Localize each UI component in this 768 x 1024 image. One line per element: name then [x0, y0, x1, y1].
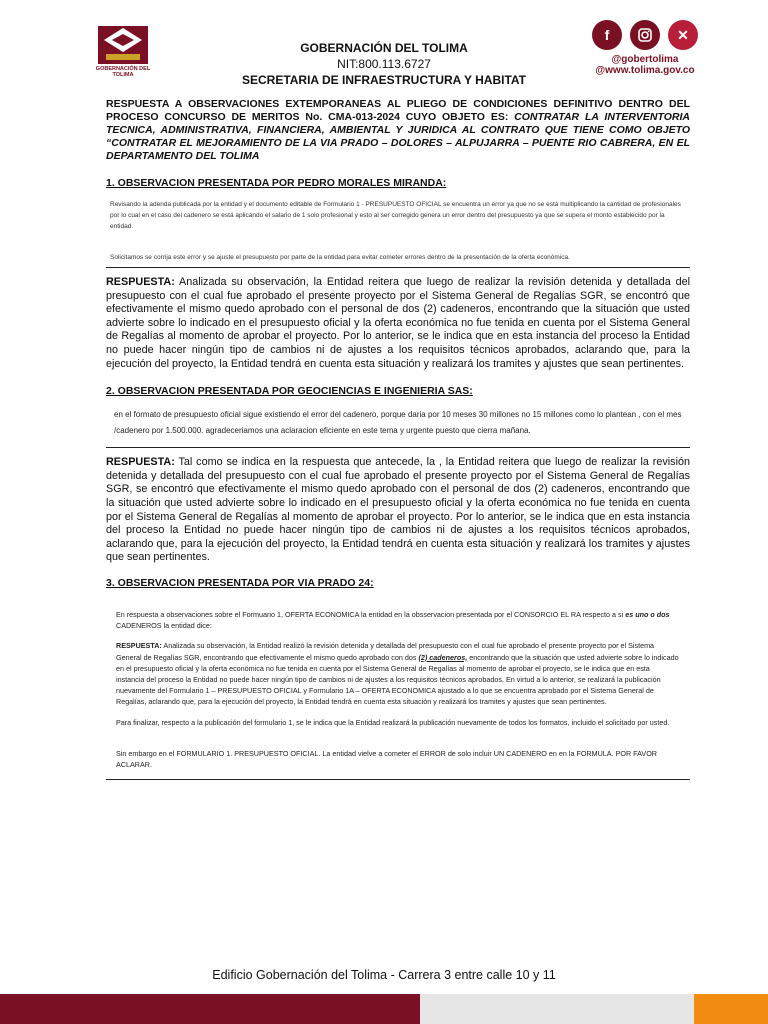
social-handle: @gobertolima: [611, 54, 679, 65]
divider: [106, 447, 690, 448]
x-icon[interactable]: ✕: [668, 20, 698, 50]
footer-address: Edificio Gobernación del Tolima - Carrera 3 entre calle 10 y 11: [212, 968, 556, 982]
logo-caption: GOBERNACIÓN DEL TOLIMA: [95, 66, 151, 78]
response-2: RESPUESTA: Tal como se indica en la respuesta que antecede, la , la Entidad reitera que luego de realizar la revisión detenida y detallada del presupuesto con el cual fue aprobado el presente proyecto por el Sistema General de Regalías SGR, se encontró que efectivamente el mismo quedo aprobado con el personal de dos (2) cadeneros, encontrando que la situación que usted advierte sobre lo indicado en el presupuesto oficial y la oferta económica no fue tenida en cuenta por el Sistema General de Regalías al momento de aprobar el proyecto. Por lo anterior, se le indica que en esta instancia del proceso la Entidad no puede hacer ningún tipo de cambios ni de ajustes a los requisitos técnicos aprobados, aclarando que, para la ejecución del proyecto, la Entidad tendrá en cuenta esta situación y realizará los tramites y ajustes que sean pertinentes.: [106, 456, 690, 564]
letterhead: [0, 0, 768, 90]
observation-3-quote: En respuesta a observaciones sobre el Formuario 1, OFERTA ECONOMICA la entidad en la obsservacion presentada por el CONSORCIO EL RA respecto a si es uno o dos CADENEROS la entidad dice: RESPUESTA: Analizada su observación, la Entidad realizó la revisión detenida y detallada del presupuesto con el cual fue aprobado el presente proyecto por el Sistema General de Regalías SGR, encontrando que efectivamente el mismo quedo aprobado con dos (2) cadeneros, encontrando que la situación que usted advierte sobre lo indicado en el presupuesto oficial y la oferta económica no fue tenida en cuenta por el Sistema General de Regalías al momento de aprobar el proyecto, se le indica que en esta instancia del proceso la Entidad no puede hacer ningún tipo de cambios ni de ajustes a los requisitos técnicos aprobados. En virtud a lo anterior, se realizará la publicación nuevamente del Formulario 1 – PRESUPUESTO OFICIAL y Formulario 1A – OFERTA ECONOMICA ajustado a lo que se encuentra aprobado por el Sistema General de Regalías, aclarando que, para la ejecución del proyecto, la Entidad tendrá en cuenta esta situación y realizará los tramites y ajustes que sean pertinentes. Para finalizar, respecto a la publicación del formulario 1, se le indica que la Entidad realizará la publicación nuevamente de todos los formatos, incluido el solicitado por usted. Sin embargo en el FORMULARIO 1. PRESUPUESTO OFICIAL. La entidad vielve a cometer el ERROR de solo incluir UN CADENERO en en la FORMULA. POR FAVOR ACLARAR.: [116, 609, 679, 769]
letterhead-title: [200, 40, 568, 88]
observation-2-heading: 2. OBSERVACION PRESENTADA POR GEOCIENCIAS E INGENIERIA SAS:: [106, 385, 473, 398]
entity-department: SECRETARIA DE INFRAESTRUCTURA Y HABITAT: [241, 73, 526, 87]
divider: [106, 267, 690, 268]
response-1: RESPUESTA: Analizada su observación, la Entidad reitera que luego de realizar la revisión detenida y detallada del presupuesto con el cual fue aprobado el presente proyecto por el Sistema General de Regalías SGR, se encontró que efectivamente el mismo quedo aprobado con el personal de dos (2) cadeneros, encontrando que la situación que usted advierte sobre lo indicado en el presupuesto oficial y la oferta económica no fue tenida en cuenta por el Sistema General de Regalías al momento de aprobar el proyecto. Por lo anterior, se le indica que en esta instancia del proceso la Entidad no puede hacer ningún tipo de cambios ni de ajustes a los requisitos técnicos aprobados, aclarando que, para la ejecución del proyecto, la Entidad tendrá en cuenta esta situación y realizará los tramites y ajustes que sean pertinentes.: [106, 276, 690, 370]
social-block: [585, 20, 705, 76]
website-link[interactable]: @www.tolima.gov.co: [595, 65, 695, 76]
entity-name: GOBERNACIÓN DEL TOLIMA: [300, 41, 468, 55]
instagram-icon[interactable]: [630, 20, 660, 50]
observation-1-quote: Revisando la adenda publicada por la entidad y el documento editable de Formulario 1 - PRESUPUESTO OFICIAL se encuentra un error ya que no se está multiplicando la cantidad de profesionales por lo cual en el caso del cadenero se está aplicando el salario de 1 solo profesional y esto al ser corregido genera un error dentro del presupuesto ya que se supera el monto establecido por la entidad. Solicitamos se corrija este error y se ajuste el presupuesto por parte de la entidad para evitar cometer errores dentro de la presentación de la oferta económica.: [110, 201, 681, 261]
observation-1-heading: 1. OBSERVACION PRESENTADA POR PEDRO MORALES MIRANDA:: [106, 177, 447, 189]
divider: [106, 779, 690, 780]
document-title: RESPUESTA A OBSERVACIONES EXTEMPORANEAS AL PLIEGO DE CONDICIONES DEFINITIVO DENTRO DEL PROCESO CONCURSO DE MERITOS No. CMA-013-2024 CUYO OBJETO ES: CONTRATAR LA INTERVENTORIA TECNICA, ADMINISTRATIVA, FINANCIERA, AMBIENTAL Y JURIDICA AL CONTRATO QUE TIENE COMO OBJETO “CONTRATAR EL MEJORAMIENTO DE LA VIA PRADO – DOLORES – ALPUJARRA – PUENTE RIO CABRERA, EN EL DEPARTAMENTO DEL TOLIMA: [106, 98, 690, 162]
document-body: [106, 98, 690, 788]
facebook-icon[interactable]: f: [592, 20, 622, 50]
entity-nit: NIT:800.113.6727: [337, 57, 431, 71]
observation-3-heading: 3. OBSERVACION PRESENTADA POR VIA PRADO 24:: [106, 576, 374, 589]
observation-2-quote: en el formato de presupuesto oficial sigue existiendo el error del cadenero, porque daria por 10 meses 30 millones no 15 millones como lo plantean , con el mes /cadenero por 1.500.000. agradeceriamos una aclaracion eficiente en este tema y urgente puesto que cierra mañana.: [114, 410, 682, 436]
footer-color-bar: [0, 994, 768, 1024]
